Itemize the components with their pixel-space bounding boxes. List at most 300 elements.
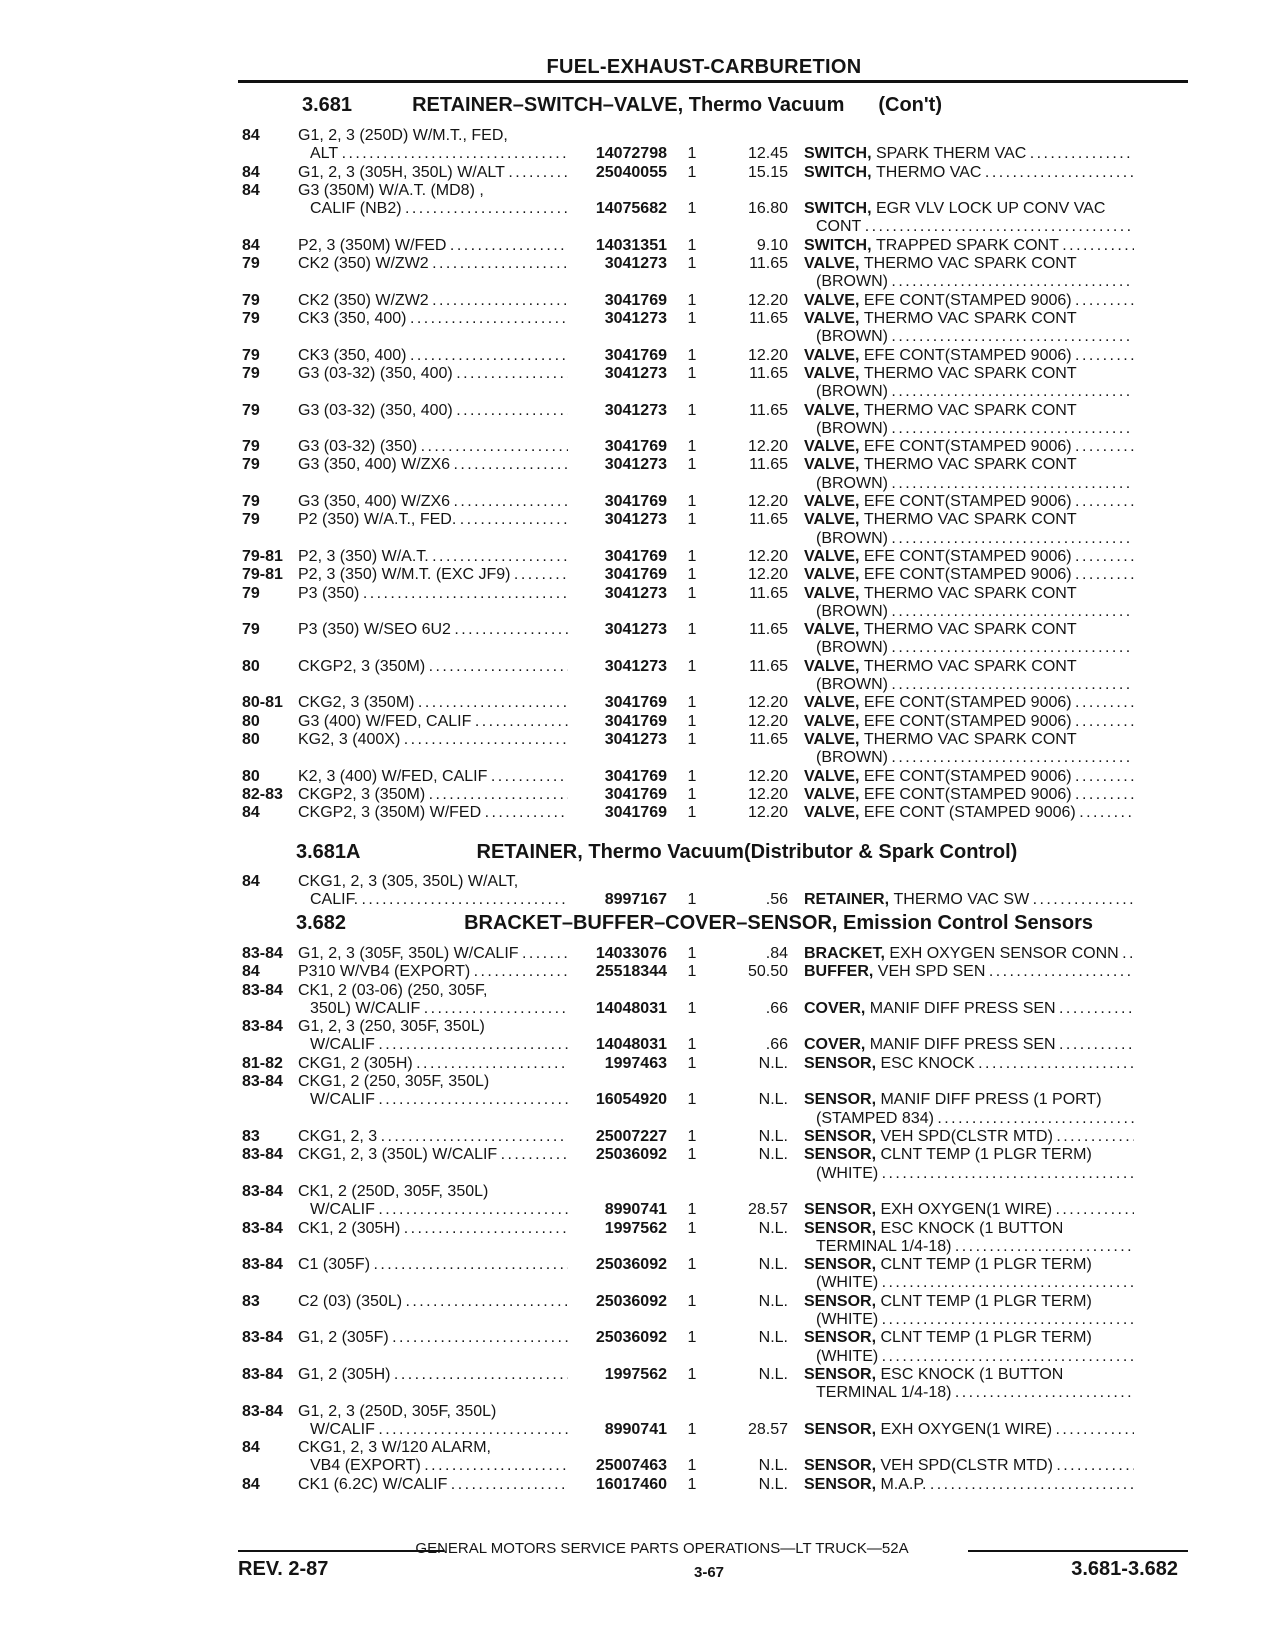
part-entry [242, 347, 1142, 365]
application-text [298, 1329, 568, 1347]
application-text [298, 347, 568, 365]
application-line: CK3 (350, 400) . . . [298, 310, 568, 328]
model-year: 83-84 [242, 1146, 283, 1164]
part-description [804, 1421, 1134, 1439]
part-description [804, 237, 1134, 255]
part-number: 3041273 [604, 621, 667, 639]
part-number: 1997562 [604, 1365, 667, 1383]
price: 11.65 [749, 364, 788, 382]
price: 12.20 [747, 566, 788, 584]
part-description [804, 292, 1134, 310]
part-description [804, 1366, 1134, 1403]
quantity: 1 [687, 1256, 697, 1274]
part-number: 3041769 [604, 712, 667, 730]
part-description [804, 310, 1134, 347]
description-line: (BROWN) . . . [804, 676, 1134, 694]
application-line: G3 (350, 400) W/ZX6 . . . [298, 456, 568, 474]
application-line: CKGP2, 3 (350M) . . . [298, 658, 568, 676]
part-entry [242, 873, 1142, 910]
application-text [298, 621, 568, 639]
price: 11.65 [749, 584, 788, 602]
description-line: VALVE, EFE CONT(STAMPED 9006) . . . [804, 493, 1134, 511]
part-name: COVER, [804, 1036, 870, 1054]
price: N.L. [758, 1256, 788, 1274]
part-description [804, 1036, 1134, 1054]
description-line: SENSOR, VEH SPD(CLSTR MTD) . . . [804, 1128, 1134, 1146]
part-entry [242, 658, 1142, 695]
model-year: 83-84 [242, 1329, 283, 1347]
section-title: BRACKET–BUFFER–COVER–SENSOR, Emission Control Sensors [464, 912, 1094, 934]
price: .84 [765, 945, 788, 962]
description-line: VALVE, EFE CONT(STAMPED 9006) . . . [804, 347, 1134, 365]
application-text [298, 1366, 568, 1384]
quantity: 1 [687, 1420, 697, 1438]
section-number: 3.681 [302, 94, 353, 116]
price: .56 [765, 891, 788, 909]
price: 11.65 [749, 730, 788, 748]
description-line: (BROWN) . . . [804, 273, 1134, 291]
part-entry [242, 438, 1142, 456]
part-entry [242, 456, 1142, 493]
part-name: BUFFER, [804, 963, 878, 981]
model-year: 80 [242, 712, 260, 730]
part-description [804, 1329, 1134, 1366]
part-name: VALVE, [804, 364, 864, 382]
model-year: 83-84 [242, 981, 283, 999]
application-line: G3 (400) W/FED, CALIF . . . [298, 713, 568, 731]
part-number: 14048031 [595, 999, 667, 1017]
model-year: 79 [242, 456, 260, 474]
description-line: SENSOR, EXH OXYGEN(1 WIRE) . . . [804, 1201, 1134, 1219]
part-number: 3041769 [604, 566, 667, 584]
part-description [804, 1256, 1134, 1293]
part-description [804, 255, 1134, 292]
model-year: 83-84 [242, 1073, 283, 1091]
description-line: VALVE, EFE CONT(STAMPED 9006) . . . [804, 713, 1134, 731]
quantity: 1 [687, 767, 697, 785]
application-text [298, 804, 568, 822]
part-entry [242, 1018, 1142, 1055]
part-entry [242, 1366, 1142, 1403]
part-number: 3041273 [604, 456, 667, 474]
application-line: CKG1, 2, 3 (350L) W/CALIF . . . [298, 1146, 568, 1164]
part-description [804, 731, 1134, 768]
part-entry [242, 493, 1142, 511]
quantity: 1 [687, 712, 697, 730]
model-year: 79 [242, 255, 260, 273]
quantity: 1 [687, 310, 697, 327]
application-text [298, 548, 568, 566]
price: 12.20 [747, 785, 788, 803]
part-entry [242, 713, 1142, 731]
part-number: 3041769 [604, 547, 667, 565]
description-line: SWITCH, EGR VLV LOCK UP CONV VAC [804, 200, 1106, 218]
application-text [298, 1128, 568, 1146]
application-line: CKG1, 2, 3 . . . [298, 1128, 568, 1146]
application-line: G1, 2, 3 (305H, 350L) W/ALT . . . [298, 164, 568, 182]
quantity: 1 [687, 1146, 697, 1164]
description-line: (BROWN) . . . [804, 530, 1134, 548]
part-name: SENSOR, [804, 1292, 881, 1310]
part-description [804, 548, 1134, 566]
description-line: SENSOR, CLNT TEMP (1 PLGR TERM) [804, 1329, 1092, 1347]
quantity: 1 [687, 493, 697, 510]
price: 28.57 [747, 1420, 788, 1438]
description-line: SENSOR, VEH SPD(CLSTR MTD) . . . [804, 1457, 1134, 1475]
price: N.L. [758, 1128, 788, 1145]
application-line: CKGP2, 3 (350M) W/FED . . . [298, 804, 568, 822]
part-entry [242, 621, 1142, 658]
application-line: CK3 (350, 400) . . . [298, 347, 568, 365]
model-year: 81-82 [242, 1054, 283, 1072]
description-line: (BROWN) . . . [804, 475, 1134, 493]
application-text [298, 1055, 568, 1073]
description-line: VALVE, THERMO VAC SPARK CONT [804, 511, 1077, 529]
model-year: 79 [242, 291, 260, 309]
part-description [804, 658, 1134, 695]
model-year: 83-84 [242, 1182, 283, 1200]
quantity: 1 [687, 804, 697, 822]
application-text [298, 873, 568, 910]
quantity: 1 [687, 657, 697, 675]
application-text [298, 310, 568, 328]
part-entry [242, 694, 1142, 712]
part-description [804, 145, 1134, 163]
application-line: CK2 (350) W/ZW2 . . . [298, 255, 568, 273]
part-entry [242, 945, 1142, 963]
description-line: SENSOR, CLNT TEMP (1 PLGR TERM) [804, 1146, 1092, 1164]
application-text [298, 182, 568, 219]
model-year: 84 [242, 127, 260, 144]
part-description [804, 493, 1134, 511]
part-number: 14031351 [595, 236, 667, 254]
part-name: VALVE, [804, 493, 864, 510]
quantity: 1 [687, 1036, 697, 1054]
section-title: RETAINER–SWITCH–VALVE, Thermo Vacuum [412, 94, 845, 116]
price: N.L. [758, 1329, 788, 1347]
part-entry [242, 1256, 1142, 1293]
part-description [804, 963, 1134, 981]
part-name: SWITCH, [804, 145, 876, 163]
application-line: W/CALIF . . . [298, 1091, 568, 1109]
application-line: ALT . . . [298, 145, 568, 163]
quantity: 1 [687, 1091, 697, 1109]
application-text [298, 493, 568, 511]
part-number: 14075682 [595, 200, 667, 218]
application-line: P2, 3 (350M) W/FED . . . [298, 237, 568, 255]
application-text [298, 237, 568, 255]
section-heading [296, 841, 1017, 864]
price: 12.20 [747, 291, 788, 309]
part-number: 3041769 [604, 804, 667, 822]
quantity: 1 [687, 1475, 697, 1493]
part-description [804, 1091, 1134, 1128]
application-text [298, 694, 568, 712]
section-number: 3.682 [296, 912, 347, 934]
part-name: SENSOR, [804, 1457, 881, 1475]
part-name: VALVE, [804, 456, 864, 474]
part-description [804, 621, 1134, 658]
part-description [804, 1000, 1134, 1018]
application-line: CKGP2, 3 (350M) . . . [298, 786, 568, 804]
part-name: SENSOR, [804, 1365, 881, 1383]
description-line: (STAMPED 834) . . . [804, 1110, 1134, 1128]
part-entry [242, 982, 1142, 1019]
part-name: VALVE, [804, 310, 864, 327]
price: N.L. [758, 1091, 788, 1109]
part-number: 25007463 [595, 1457, 667, 1475]
price: N.L. [758, 1054, 788, 1072]
application-text [298, 1220, 568, 1238]
description-line: SENSOR, ESC KNOCK (1 BUTTON [804, 1219, 1064, 1237]
model-year: 83-84 [242, 1219, 283, 1237]
part-number: 3041273 [604, 730, 667, 748]
part-number: 25040055 [595, 163, 667, 181]
description-line: VALVE, EFE CONT(STAMPED 9006) . . . [804, 786, 1134, 804]
model-year: 84 [242, 181, 260, 199]
part-entry [242, 1293, 1142, 1330]
description-line: SENSOR, M.A.P. . . . [804, 1476, 1134, 1494]
application-line: P310 W/VB4 (EXPORT) . . . [298, 963, 568, 981]
part-number: 25036092 [595, 1329, 667, 1347]
model-year: 79 [242, 621, 260, 639]
quantity: 1 [687, 438, 697, 456]
part-entry [242, 548, 1142, 566]
application-line: P2, 3 (350) W/M.T. (EXC JF9) . . . [298, 566, 568, 584]
application-text [298, 365, 568, 383]
application-text [298, 292, 568, 310]
part-number: 3041769 [604, 493, 667, 510]
part-entry [242, 1403, 1142, 1440]
application-text [298, 164, 568, 182]
part-name: SENSOR, [804, 1091, 881, 1109]
part-description [804, 1220, 1134, 1257]
application-line: G1, 2, 3 (250, 305F, 350L) [298, 1018, 485, 1036]
part-number: 3041769 [604, 785, 667, 803]
price: .66 [765, 1036, 788, 1054]
part-description [804, 566, 1134, 584]
price: 11.65 [749, 255, 788, 273]
part-entry [242, 292, 1142, 310]
model-year: 84 [242, 163, 260, 181]
application-line: P3 (350) . . . [298, 585, 568, 603]
part-name: SWITCH, [804, 236, 876, 254]
part-number: 8997167 [604, 891, 667, 909]
description-line: RETAINER, THERMO VAC SW . . . [804, 891, 1134, 909]
application-line: VB4 (EXPORT) . . . [298, 1457, 568, 1475]
part-description [804, 585, 1134, 622]
part-name: SENSOR, [804, 1219, 881, 1237]
part-name: SWITCH, [804, 200, 876, 218]
part-number: 3041273 [604, 511, 667, 529]
part-number: 25036092 [595, 1146, 667, 1164]
price: N.L. [758, 1365, 788, 1383]
application-line: C2 (03) (350L) . . . [298, 1293, 568, 1311]
part-entry [242, 237, 1142, 255]
part-name: SENSOR, [804, 1201, 881, 1219]
part-entry [242, 585, 1142, 622]
part-description [804, 1457, 1134, 1475]
part-description [804, 438, 1134, 456]
description-line: (BROWN) . . . [804, 639, 1134, 657]
part-number: 25036092 [595, 1256, 667, 1274]
model-year: 84 [242, 873, 260, 890]
part-number: 3041273 [604, 364, 667, 382]
quantity: 1 [687, 456, 697, 474]
description-line: CONT . . . [804, 218, 1134, 236]
model-year: 83-84 [242, 1365, 283, 1383]
part-entry [242, 181, 1142, 236]
model-year: 79 [242, 584, 260, 602]
part-entry [242, 402, 1142, 439]
part-entry [242, 1439, 1142, 1476]
description-line: (BROWN) . . . [804, 420, 1134, 438]
description-line: VALVE, EFE CONT(STAMPED 9006) . . . [804, 768, 1134, 786]
quantity: 1 [687, 291, 697, 309]
price: 11.65 [749, 511, 788, 529]
part-number: 3041273 [604, 657, 667, 675]
application-line: G1, 2, 3 (305F, 350L) W/CALIF . . . [298, 945, 568, 963]
part-name: VALVE, [804, 547, 864, 565]
part-description [804, 1146, 1134, 1183]
part-number: 16017460 [595, 1475, 667, 1493]
quantity: 1 [687, 730, 697, 748]
part-description [804, 768, 1134, 786]
description-line: SWITCH, TRAPPED SPARK CONT . . . [804, 237, 1134, 255]
application-line: CK1, 2 (250D, 305F, 350L) [298, 1182, 489, 1200]
application-line: CK1, 2 (03-06) (250, 305F, [298, 981, 488, 999]
part-entry [242, 127, 1142, 164]
part-entry [242, 1329, 1142, 1366]
part-entry [242, 1146, 1142, 1183]
part-number: 3041769 [604, 346, 667, 364]
part-name: VALVE, [804, 566, 864, 584]
quantity: 1 [687, 145, 697, 163]
part-number: 25036092 [595, 1292, 667, 1310]
price: 28.57 [747, 1201, 788, 1219]
model-year: 79 [242, 401, 260, 419]
application-line: CKG1, 2, 3 W/120 ALARM, [298, 1439, 491, 1457]
application-line: 350L) W/CALIF . . . [298, 1000, 568, 1018]
description-line: SWITCH, THERMO VAC . . . [804, 164, 1134, 182]
application-line: G1, 2 (305H) . . . [298, 1366, 568, 1384]
part-name: VALVE, [804, 657, 864, 675]
section-number: 3.681A [296, 841, 361, 863]
part-name: VALVE, [804, 730, 864, 748]
part-description [804, 1476, 1134, 1494]
part-name: SENSOR, [804, 1329, 881, 1347]
description-line: VALVE, EFE CONT(STAMPED 9006) . . . [804, 566, 1134, 584]
model-year: 79-81 [242, 547, 283, 565]
quantity: 1 [687, 963, 697, 981]
description-line: VALVE, THERMO VAC SPARK CONT [804, 310, 1077, 327]
description-line: SENSOR, EXH OXYGEN(1 WIRE) . . . [804, 1421, 1134, 1439]
description-line: VALVE, EFE CONT (STAMPED 9006) . . . [804, 804, 1134, 822]
description-line: (WHITE) . . . [804, 1165, 1134, 1183]
description-line: (BROWN) . . . [804, 328, 1134, 346]
description-line: VALVE, EFE CONT(STAMPED 9006) . . . [804, 694, 1134, 712]
quantity: 1 [687, 547, 697, 565]
part-description [804, 1128, 1134, 1146]
model-year: 79 [242, 511, 260, 529]
model-year: 84 [242, 963, 260, 981]
part-entry [242, 731, 1142, 768]
application-text [298, 1256, 568, 1274]
application-text [298, 963, 568, 981]
model-year: 84 [242, 1439, 260, 1457]
part-name: VALVE, [804, 621, 864, 639]
part-number: 14048031 [595, 1036, 667, 1054]
part-number: 3041769 [604, 767, 667, 785]
application-text [298, 1403, 568, 1440]
part-name: VALVE, [804, 584, 864, 602]
description-line: SWITCH, SPARK THERM VAC . . . [804, 145, 1134, 163]
part-name: RETAINER, [804, 891, 894, 909]
application-text [298, 1146, 568, 1164]
part-entry [242, 365, 1142, 402]
application-line: P2 (350) W/A.T., FED. . . . [298, 511, 568, 529]
model-year: 83 [242, 1128, 260, 1145]
section-title: RETAINER, Thermo Vacuum(Distributor & Spark Control) [476, 841, 1018, 863]
part-name: VALVE, [804, 438, 864, 456]
application-line: CK1, 2 (305H) . . . [298, 1220, 568, 1238]
part-number: 8990741 [604, 1420, 667, 1438]
description-line: TERMINAL 1/4-18) . . . [804, 1238, 1134, 1256]
description-line: (WHITE) . . . [804, 1274, 1134, 1292]
part-entry [242, 511, 1142, 548]
application-line: G1, 2, 3 (250D, 305F, 350L) [298, 1402, 497, 1420]
price: 50.50 [747, 963, 788, 981]
part-number: 1997562 [604, 1219, 667, 1237]
application-line: W/CALIF . . . [298, 1201, 568, 1219]
description-line: (BROWN) . . . [804, 749, 1134, 767]
part-name: SENSOR, [804, 1420, 881, 1438]
description-line: COVER, MANIF DIFF PRESS SEN . . . [804, 1036, 1134, 1054]
application-line: C1 (305F) . . . [298, 1256, 568, 1274]
application-text [298, 255, 568, 273]
quantity: 1 [687, 584, 697, 602]
model-year: 80-81 [242, 694, 283, 712]
part-number: 1997463 [604, 1054, 667, 1072]
application-line: K2, 3 (400) W/FED, CALIF . . . [298, 768, 568, 786]
part-description [804, 891, 1134, 909]
part-entry [242, 1183, 1142, 1220]
part-name: VALVE, [804, 804, 864, 822]
price: 12.45 [747, 145, 788, 163]
model-year: 79 [242, 310, 260, 327]
application-line: P3 (350) W/SEO 6U2 . . . [298, 621, 568, 639]
part-description [804, 1201, 1134, 1219]
page-title: FUEL-EXHAUST-CARBURETION [546, 56, 862, 78]
price: 11.65 [749, 657, 788, 675]
section-range: 3.681-3.682 [1071, 1558, 1178, 1580]
description-line: VALVE, THERMO VAC SPARK CONT [804, 255, 1077, 273]
price: 12.20 [747, 438, 788, 456]
model-year: 83-84 [242, 1256, 283, 1274]
section-heading [296, 912, 1093, 935]
description-line: VALVE, THERMO VAC SPARK CONT [804, 657, 1077, 675]
quantity: 1 [687, 1292, 697, 1310]
price: N.L. [758, 1219, 788, 1237]
application-line: G3 (350M) W/A.T. (MD8) , [298, 181, 484, 199]
description-line: VALVE, THERMO VAC SPARK CONT [804, 456, 1077, 474]
part-entry [242, 786, 1142, 804]
part-name: VALVE, [804, 291, 864, 309]
part-description [804, 694, 1134, 712]
description-line: SENSOR, ESC KNOCK (1 BUTTON [804, 1365, 1064, 1383]
part-description [804, 347, 1134, 365]
application-text [298, 1476, 568, 1494]
